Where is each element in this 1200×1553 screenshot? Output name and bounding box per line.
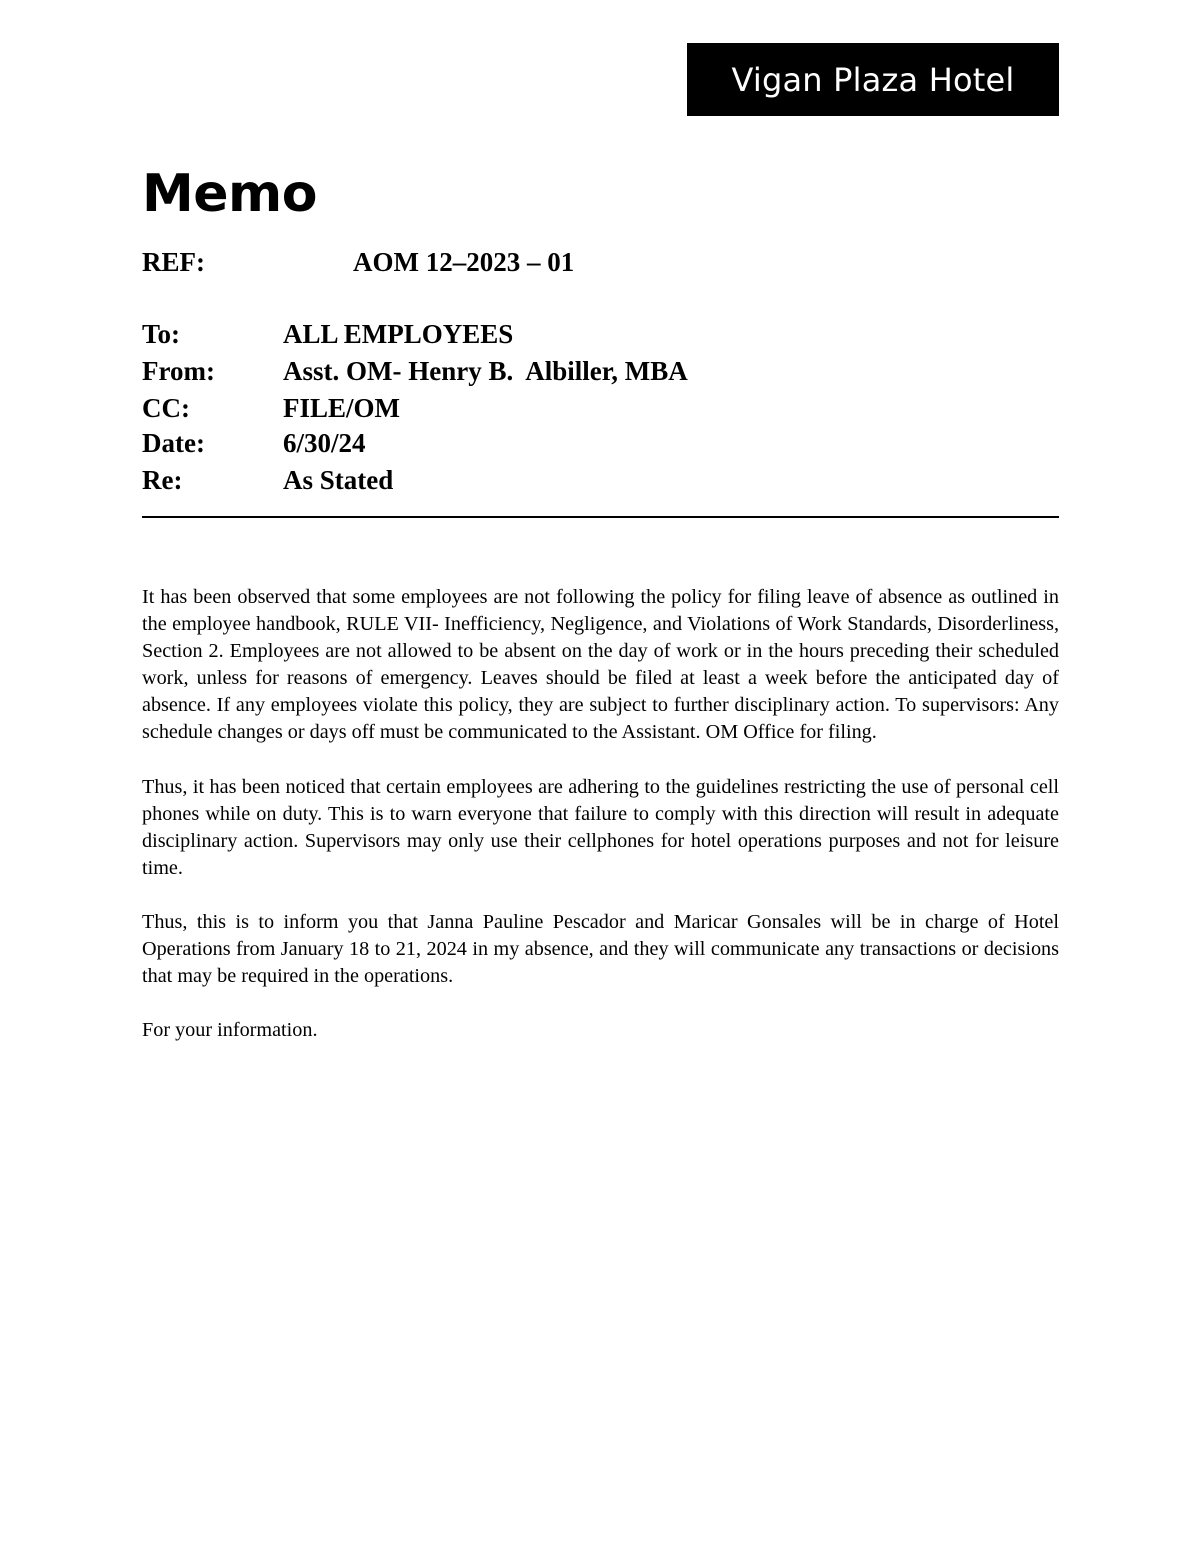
to-value: ALL EMPLOYEES — [283, 319, 514, 349]
from-label: From: — [142, 356, 215, 386]
date-label: Date: — [142, 428, 205, 458]
from-value: Asst. OM- Henry B. Albiller, MBA — [283, 356, 688, 386]
body-paragraph: It has been observed that some employees are not following the policy for filing leave of absence as outlined in the employee handbook, RULE VII- Inefficiency, Negligence, and Violations of Work Standards, Disorderliness, Section 2. Employees are not allowed to be absent on the day of work or in the hours preceding their scheduled work, unless for reasons of emergency. Leaves should be filed at least a week before the anticipated day of absence. If any employees violate this policy, they are subject to further disciplinary action. To supervisors: Any schedule changes or days off must be communicated to the Assistant. OM Office for filing. — [142, 586, 1059, 744]
memo-body — [142, 584, 1059, 1071]
hotel-logo — [687, 43, 1059, 116]
ref-label: REF: — [142, 247, 205, 277]
header-divider — [142, 516, 1059, 518]
hotel-name: Vigan Plaza Hotel — [731, 60, 1015, 99]
closing-line: For your information. — [142, 1019, 318, 1042]
cc-label: CC: — [142, 393, 190, 423]
to-label: To: — [142, 319, 181, 349]
memo-title: Memo — [142, 164, 317, 224]
body-paragraph: Thus, this is to inform you that Janna Pauline Pescador and Maricar Gonsales will be in charge of Hotel Operations from January 18 to 21, 2024 in my absence, and they will communicate any transactions or decisions that may be required in the operations. — [142, 910, 1059, 988]
cc-value: FILE/OM — [283, 393, 401, 423]
re-value: As Stated — [283, 465, 394, 495]
date-value: 6/30/24 — [283, 428, 366, 458]
body-paragraph: Thus, it has been noticed that certain employees are adhering to the guidelines restricting the use of personal cell phones while on duty. This is to warn everyone that failure to comply with this direction will result in adequate disciplinary action. Supervisors may only use their cellphones for hotel operations purposes and not for leisure time. — [142, 775, 1059, 879]
ref-value: AOM 12–2023 – 01 — [353, 247, 575, 277]
re-label: Re: — [142, 465, 183, 495]
